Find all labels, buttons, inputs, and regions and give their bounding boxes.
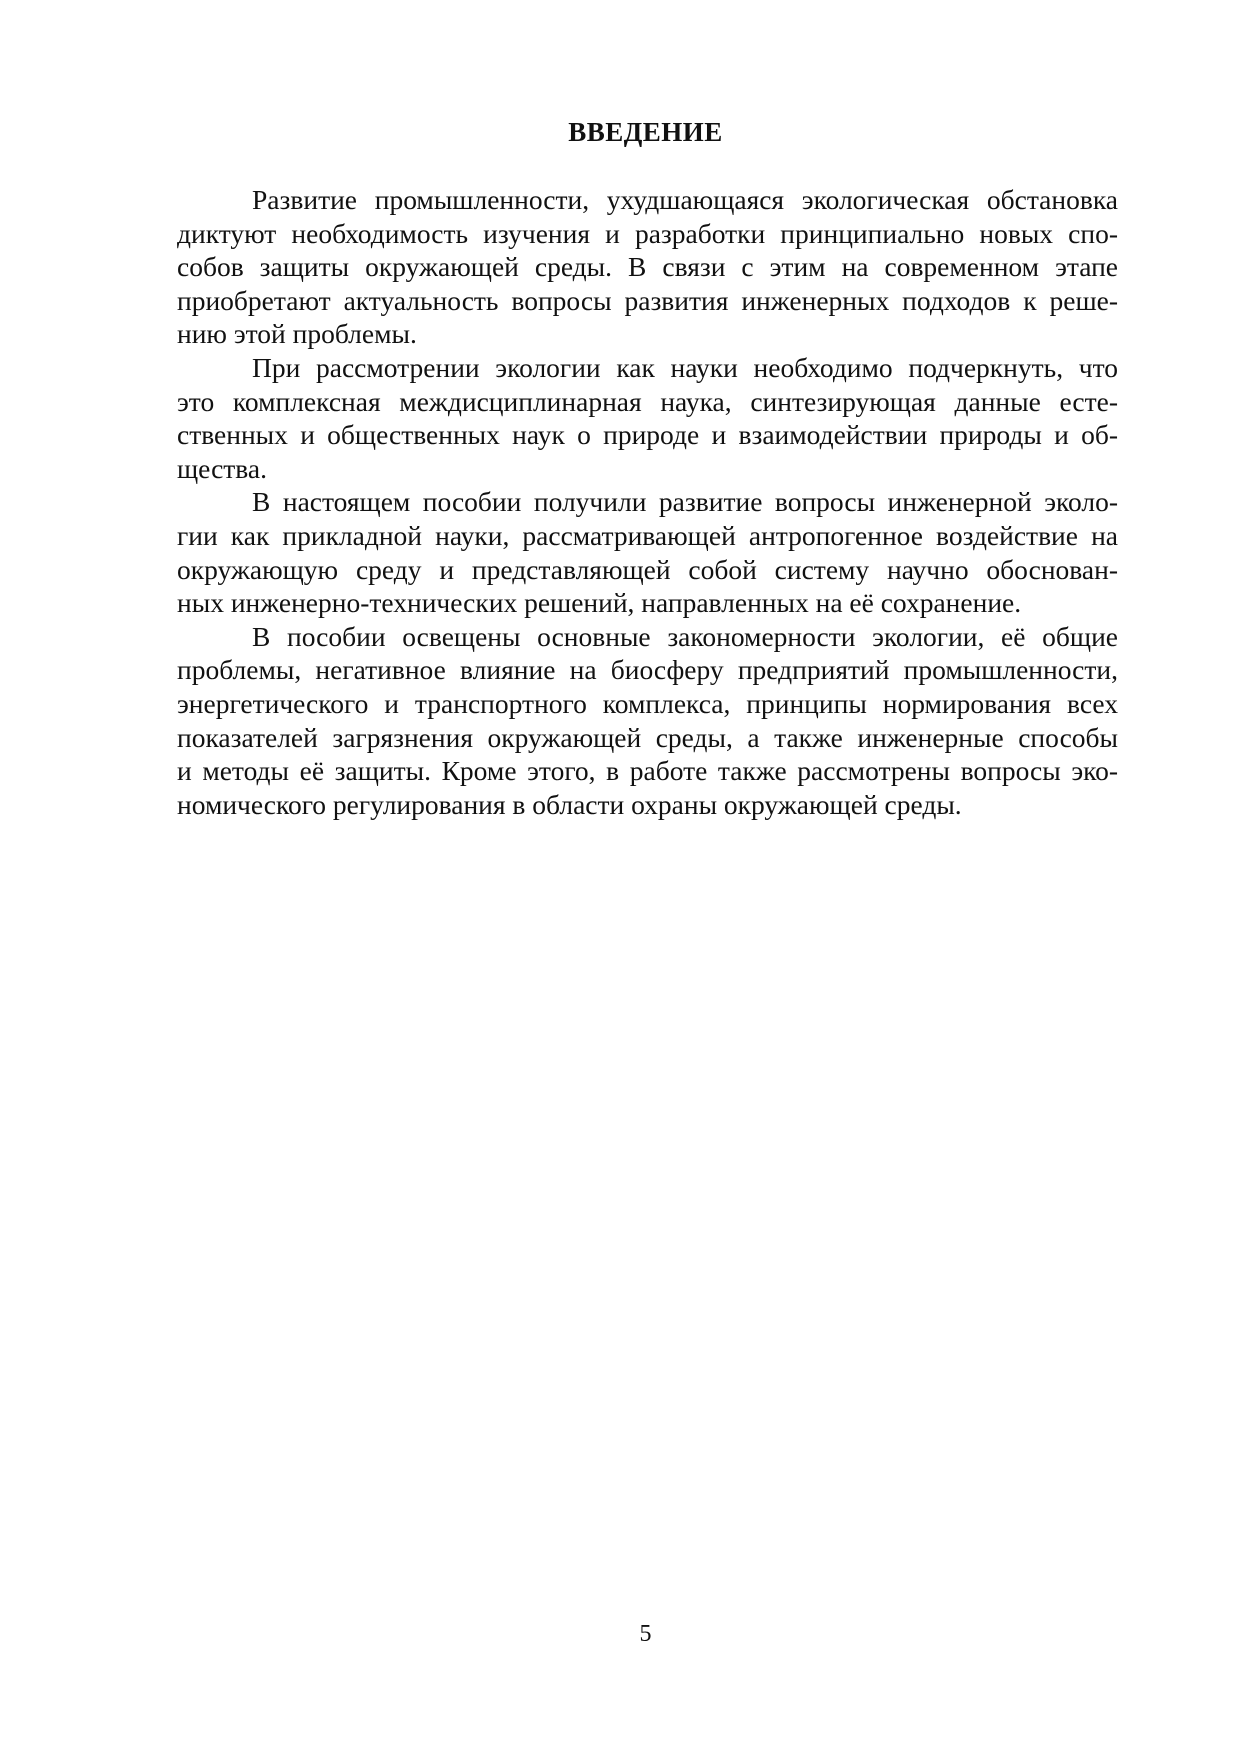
paragraph-4-line-5: и методы её защиты. Кроме этого, в работе также рассмотрены вопросы эко- bbox=[177, 755, 1118, 787]
paragraph-2-line-4: щества. bbox=[177, 452, 267, 484]
paragraph-4-line-4: показателей загрязнения окружающей среды, а также инженерные способы bbox=[177, 721, 1118, 753]
body-text bbox=[177, 183, 1118, 821]
paragraph-1-line-5: нию этой проблемы. bbox=[177, 318, 417, 350]
paragraph-4-line-1: В пособии освещены основные закономерности экологии, её общие bbox=[252, 620, 1118, 652]
paragraph-1-line-3: собов защиты окружающей среды. В связи с этим на современном этапе bbox=[177, 251, 1118, 283]
paragraph-4-line-3: энергетического и транспортного комплекса, принципы нормирования всех bbox=[177, 687, 1118, 719]
paragraph-4-line-6: номического регулирования в области охраны окружающей среды. bbox=[177, 788, 962, 820]
paragraph-1-line-4: приобретают актуальность вопросы развития инженерных подходов к реше- bbox=[177, 284, 1118, 316]
paragraph-3-line-2: гии как прикладной науки, рассматривающей антропогенное воздействие на bbox=[177, 519, 1118, 551]
page-title: ВВЕДЕНИЕ bbox=[568, 117, 723, 147]
page-number: 5 bbox=[639, 1621, 652, 1647]
paragraph-2-line-2: это комплексная междисциплинарная наука, синтезирующая данные есте- bbox=[177, 385, 1118, 417]
paragraph-1-line-2: диктуют необходимость изучения и разработки принципиально новых спо- bbox=[177, 217, 1118, 249]
paragraph-3-line-3: окружающую среду и представляющей собой систему научно обоснован- bbox=[177, 553, 1118, 585]
paragraph-4-line-2: проблемы, негативное влияние на биосферу предприятий промышленности, bbox=[177, 654, 1118, 686]
paragraph-3-line-1: В настоящем пособии получили развитие вопросы инженерной эколо- bbox=[252, 486, 1118, 518]
paragraph-2-line-1: При рассмотрении экологии как науки необходимо подчеркнуть, что bbox=[252, 351, 1118, 383]
paragraph-2-line-3: ственных и общественных наук о природе и взаимодействии природы и об- bbox=[177, 419, 1118, 451]
paragraph-1-line-1: Развитие промышленности, ухудшающаяся экологическая обстановка bbox=[252, 184, 1118, 215]
paragraph-3-line-4: ных инженерно-технических решений, направленных на её сохранение. bbox=[177, 587, 1022, 619]
